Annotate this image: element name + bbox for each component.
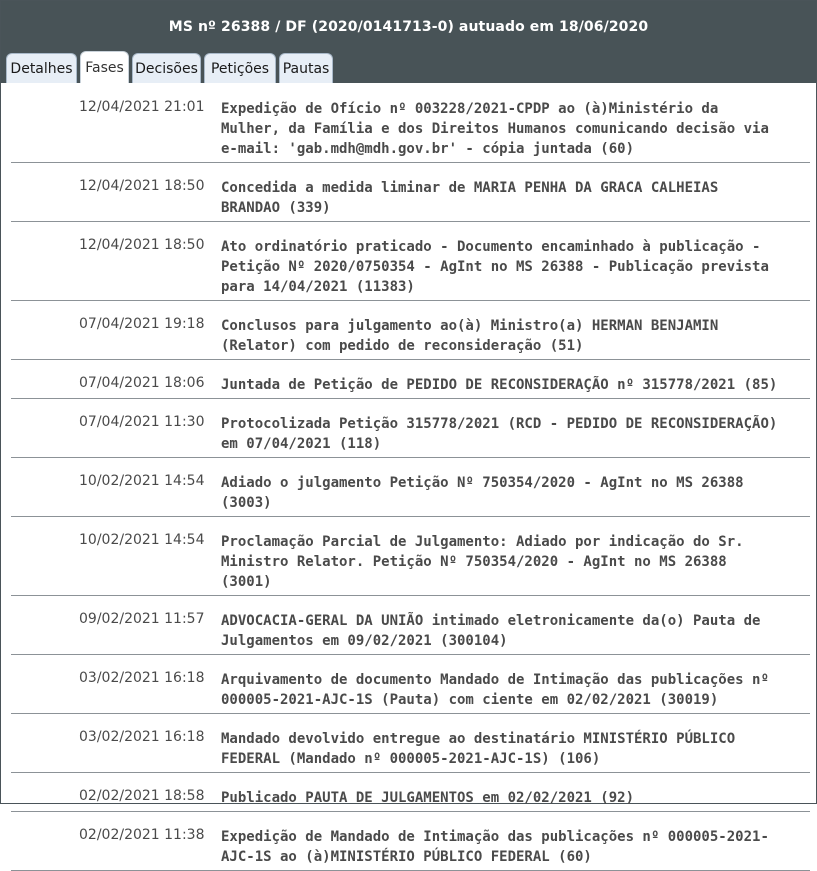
phase-description: Expedição de Ofício nº 003228/2021-CPDP ao (à)Ministério da Mulher, da Família e dos Direitos Humanos comunicando decisão via e-mail: 'gab.mdh@mdh.gov.br' - cópia juntada (60): [221, 101, 769, 157]
phase-date: 07/04/2021 19:18: [79, 316, 205, 332]
tab-pautas[interactable]: Pautas: [279, 53, 333, 83]
phase-row: [11, 596, 810, 655]
phase-date: 12/04/2021 18:50: [79, 178, 205, 194]
phase-date: 07/04/2021 18:06: [79, 375, 205, 391]
phase-row: [11, 458, 810, 517]
phase-date: 10/02/2021 14:54: [79, 473, 205, 489]
tab-peticoes[interactable]: Petições: [204, 53, 276, 83]
phase-description: Protocolizada Petição 315778/2021 (RCD - PEDIDO DE RECONSIDERAÇÃO) em 07/04/2021 (118): [221, 416, 778, 452]
phase-description: Concedida a medida liminar de MARIA PENHA DA GRACA CALHEIAS BRANDAO (339): [221, 180, 719, 216]
phase-row: [11, 301, 810, 360]
tab-decisoes[interactable]: Decisões: [132, 53, 201, 83]
phase-date: 10/02/2021 14:54: [79, 532, 205, 548]
phase-description: Expedição de Mandado de Intimação das publicações nº 000005-2021-AJC-1S ao (à)MINISTÉRIO PÚBLICO FEDERAL (60): [221, 829, 769, 865]
phase-date: 09/02/2021 11:57: [79, 611, 205, 627]
phase-row: [11, 773, 810, 812]
header-bar: [1, 1, 816, 83]
phase-date: 03/02/2021 16:18: [79, 670, 205, 686]
phase-row: [11, 163, 810, 222]
phase-row: [11, 517, 810, 596]
phase-description: Ato ordinatório praticado - Documento encaminhado à publicação - Petição Nº 2020/0750354 - AgInt no MS 26388 - Publicação prevista para 14/04/2021 (11383): [221, 239, 769, 295]
tab-bar: [6, 51, 336, 83]
phase-description: Adiado o julgamento Petição Nº 750354/2020 - AgInt no MS 26388 (3003): [221, 475, 744, 511]
phase-row: [11, 222, 810, 301]
phase-date: 12/04/2021 18:50: [79, 237, 205, 253]
phase-description: Publicado PAUTA DE JULGAMENTOS em 02/02/2021 (92): [221, 790, 635, 806]
phase-description: Arquivamento de documento Mandado de Intimação das publicações nº 000005-2021-AJC-1S (Pauta) com ciente em 02/02/2021 (30019): [221, 672, 769, 708]
phase-row: [11, 812, 810, 871]
phase-row: [11, 84, 810, 163]
phase-date: 02/02/2021 11:38: [79, 827, 205, 843]
tab-detalhes[interactable]: Detalhes: [6, 53, 77, 83]
phase-date: 03/02/2021 16:18: [79, 729, 205, 745]
phase-description: Juntada de Petição de PEDIDO DE RECONSIDERAÇÃO nº 315778/2021 (85): [221, 377, 778, 393]
phase-description: Proclamação Parcial de Julgamento: Adiado por indicação do Sr. Ministro Relator. Petição Nº 750354/2020 - AgInt no MS 26388 (3001): [221, 534, 744, 590]
phase-row: [11, 360, 810, 399]
phase-description: ADVOCACIA-GERAL DA UNIÃO intimado eletronicamente da(o) Pauta de Julgamentos em 09/02/2021 (300104): [221, 613, 761, 649]
phase-date: 02/02/2021 18:58: [79, 788, 205, 804]
tab-fases[interactable]: Fases: [80, 51, 129, 83]
phase-date: 12/04/2021 21:01: [79, 99, 205, 115]
phase-row: [11, 714, 810, 773]
page-title: MS nº 26388 / DF (2020/0141713-0) autuado em 18/06/2020: [168, 19, 649, 35]
phase-description: Conclusos para julgamento ao(à) Ministro(a) HERMAN BENJAMIN (Relator) com pedido de reconsideração (51): [221, 318, 719, 354]
phase-row: [11, 655, 810, 714]
phase-description: Mandado devolvido entregue ao destinatário MINISTÉRIO PÚBLICO FEDERAL (Mandado nº 000005-2021-AJC-1S) (106): [221, 731, 736, 767]
phase-row: [11, 399, 810, 458]
phases-list: [1, 84, 816, 871]
phase-date: 07/04/2021 11:30: [79, 414, 205, 430]
